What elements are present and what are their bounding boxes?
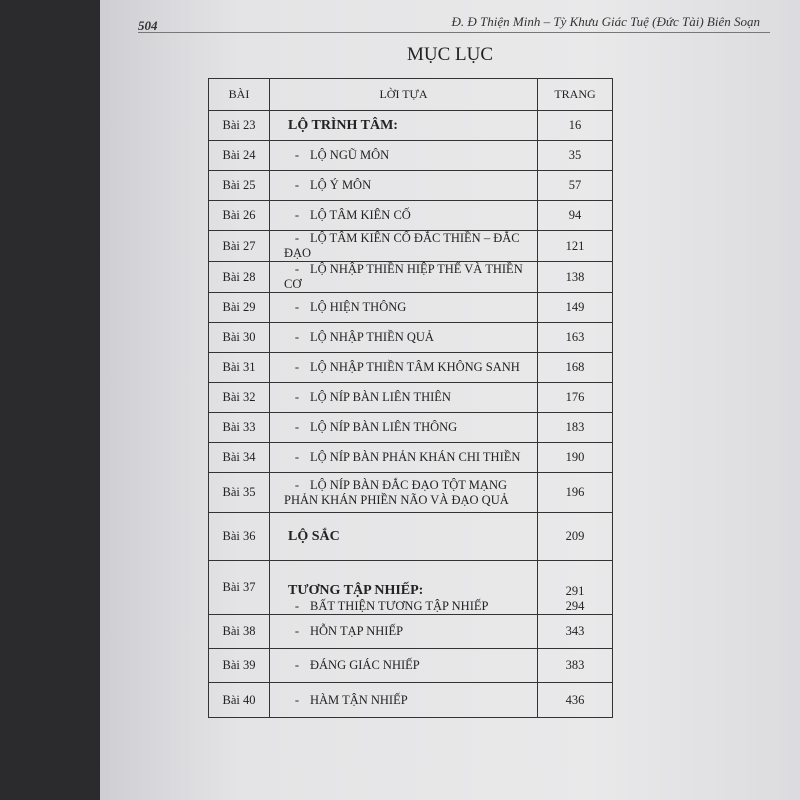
lesson-number: Bài 40 <box>209 683 270 718</box>
lesson-number: Bài 36 <box>209 513 270 561</box>
page-ref: 436 <box>538 683 613 718</box>
table-row: Bài 25 - LỘ Ý MÔN 57 <box>209 171 613 201</box>
page-ref: 121 <box>538 231 613 262</box>
page-ref: 183 <box>538 413 613 443</box>
toc-table <box>208 78 613 718</box>
entry-title: LỘ NÍP BÀN ĐẮC ĐẠO TỘT MẠNG PHẢN KHÁN PHIỀN NÃO VÀ ĐẠO QUẢ <box>284 477 509 507</box>
page-ref: 94 <box>538 201 613 231</box>
page-ref: 138 <box>538 262 613 293</box>
table-row: Bài 26 - LỘ TÂM KIÊN CỐ 94 <box>209 201 613 231</box>
running-header <box>138 8 770 33</box>
entry-title: ĐÁNG GIÁC NHIẾP <box>310 658 420 672</box>
col-loi-tua: LỜI TỰA <box>270 79 538 111</box>
table-row: Bài 24 - LỘ NGŨ MÔN 35 <box>209 141 613 171</box>
table-row: Bài 28 - LỘ NHẬP THIỀN HIỆP THẾ VÀ THIỀN CƠ 138 <box>209 262 613 293</box>
lesson-number: Bài 37 <box>209 561 270 615</box>
entry-title: LỘ TÂM KIÊN CỐ <box>310 208 411 222</box>
table-row: Bài 34 - LỘ NÍP BÀN PHẢN KHÁN CHI THIỀN 190 <box>209 443 613 473</box>
table-row: Bài 31 - LỘ NHẬP THIỀN TÂM KHÔNG SANH 168 <box>209 353 613 383</box>
entry-title: LỘ NÍP BÀN LIÊN THÔNG <box>310 420 458 434</box>
page-ref: 57 <box>538 171 613 201</box>
page-ref: 168 <box>538 353 613 383</box>
lesson-number: Bài 23 <box>209 111 270 141</box>
col-bai: BÀI <box>209 79 270 111</box>
entry-title: LỘ NGŨ MÔN <box>310 148 390 162</box>
lesson-number: Bài 27 <box>209 231 270 262</box>
entry-title: BẤT THIỆN TƯƠNG TẬP NHIẾP <box>310 599 489 613</box>
entry-title: LỘ NÍP BÀN LIÊN THIÊN <box>310 390 451 404</box>
lesson-number: Bài 25 <box>209 171 270 201</box>
table-row: Bài 38 - HỖN TẠP NHIẾP 343 <box>209 615 613 649</box>
table-row: Bài 32 - LỘ NÍP BÀN LIÊN THIÊN 176 <box>209 383 613 413</box>
table-row: Bài 37 TƯƠNG TẬP NHIẾP: - BẤT THIỆN TƯƠNG TẬP NHIẾP 291 294 <box>209 561 613 615</box>
table-row: Bài 27 - LỘ TÂM KIÊN CỐ ĐẮC THIỀN – ĐẮC ĐẠO 121 <box>209 231 613 262</box>
lesson-number: Bài 38 <box>209 615 270 649</box>
lesson-number: Bài 30 <box>209 323 270 353</box>
table-header <box>209 79 613 111</box>
heading-page: 291 <box>565 584 585 598</box>
lesson-number: Bài 28 <box>209 262 270 293</box>
entry-title: LỘ Ý MÔN <box>310 178 372 192</box>
entry-title: LỘ NHẬP THIỀN QUẢ <box>310 330 434 344</box>
entry-title: HÀM TẬN NHIẾP <box>310 692 408 707</box>
section-heading: LỘ TRÌNH TÂM: <box>288 117 398 133</box>
lesson-number: Bài 32 <box>209 383 270 413</box>
lesson-number: Bài 26 <box>209 201 270 231</box>
col-trang: TRANG <box>538 79 613 111</box>
entry-title: LỘ HIỆN THÔNG <box>310 300 407 314</box>
table-row: Bài 35 - LỘ NÍP BÀN ĐẮC ĐẠO TỘT MẠNG PHẢN KHÁN PHIỀN NÃO VÀ ĐẠO QUẢ 196 <box>209 473 613 513</box>
section-heading: LỘ SẮC <box>288 528 340 544</box>
table-row: Bài 29 - LỘ HIỆN THÔNG 149 <box>209 293 613 323</box>
entry-title: HỖN TẠP NHIẾP <box>310 624 404 638</box>
page-ref: 163 <box>538 323 613 353</box>
page-ref: 294 <box>565 599 585 613</box>
entry-title: LỘ NHẬP THIỀN HIỆP THẾ VÀ THIỀN CƠ <box>284 262 523 291</box>
page-ref: 16 <box>538 111 613 141</box>
lesson-number: Bài 29 <box>209 293 270 323</box>
lesson-number: Bài 31 <box>209 353 270 383</box>
page-number: 504 <box>138 18 158 33</box>
page-title: MỤC LỤC <box>406 44 494 65</box>
entry-title: LỘ NÍP BÀN PHẢN KHÁN CHI THIỀN <box>310 450 521 464</box>
page-ref: 343 <box>538 615 613 649</box>
lesson-number: Bài 24 <box>209 141 270 171</box>
entry-title: LỘ TÂM KIÊN CỐ ĐẮC THIỀN – ĐẮC ĐẠO <box>284 231 520 260</box>
table-row: Bài 30 - LỘ NHẬP THIỀN QUẢ 163 <box>209 323 613 353</box>
page-ref: 176 <box>538 383 613 413</box>
author-line: Đ. Đ Thiện Minh – Tỳ Khưu Giác Tuệ (Đức Tài) Biên Soạn <box>451 14 760 29</box>
page-ref: 383 <box>538 649 613 683</box>
lesson-number: Bài 35 <box>209 473 270 513</box>
table-row: Bài 40 - HÀM TẬN NHIẾP 436 <box>209 683 613 718</box>
page-ref: 209 <box>538 513 613 561</box>
page-ref: 190 <box>538 443 613 473</box>
page-ref: 149 <box>538 293 613 323</box>
page-ref: 35 <box>538 141 613 171</box>
table-row: Bài 33 - LỘ NÍP BÀN LIÊN THÔNG 183 <box>209 413 613 443</box>
section-heading: TƯƠNG TẬP NHIẾP: <box>288 583 424 598</box>
entry-title: LỘ NHẬP THIỀN TÂM KHÔNG SANH <box>310 360 520 374</box>
table-row <box>209 513 613 561</box>
lesson-number: Bài 39 <box>209 649 270 683</box>
lesson-number: Bài 34 <box>209 443 270 473</box>
table-row <box>209 111 613 141</box>
lesson-number: Bài 33 <box>209 413 270 443</box>
page-ref: 196 <box>538 473 613 513</box>
book-page <box>100 0 800 800</box>
table-row: Bài 39 - ĐÁNG GIÁC NHIẾP 383 <box>209 649 613 683</box>
